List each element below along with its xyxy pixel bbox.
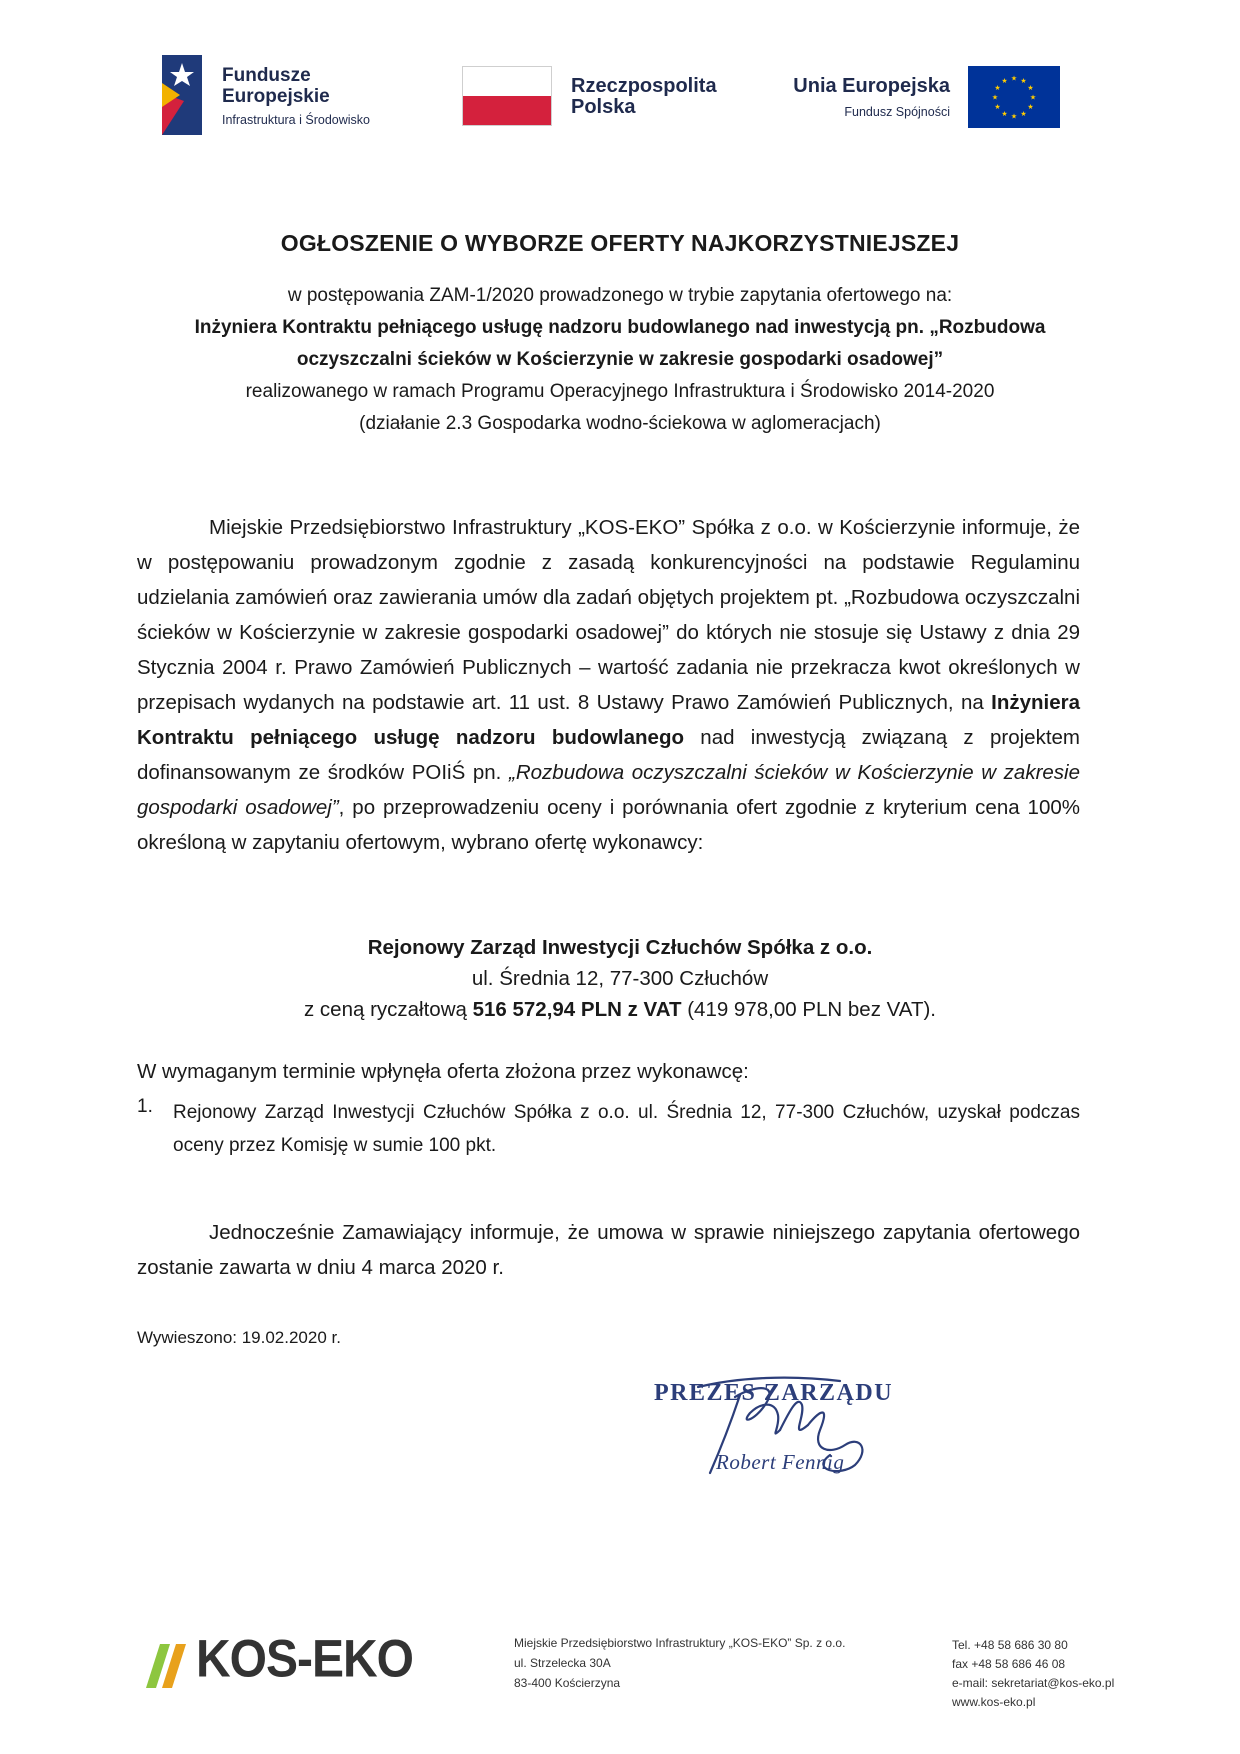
winner-block	[120, 932, 1120, 1025]
winner-price	[120, 994, 1120, 1025]
rp-line1: Rzeczpospolita	[571, 75, 717, 97]
offers-heading: W wymaganym terminie wpłynęła oferta złożona przez wykonawcę:	[137, 1060, 749, 1083]
stamp-name: Robert Fennig	[716, 1450, 845, 1474]
intro-block	[120, 280, 1120, 440]
ue-line1: Unia Europejska	[793, 75, 950, 97]
intro-line1: w postępowania ZAM-1/2020 prowadzonego w trybie zapytania ofertowego na:	[287, 285, 953, 306]
eu-star-icon: ★	[1020, 110, 1027, 118]
intro-line3: oczyszczalni ścieków w Kościerzynie w zakresie gospodarki osadowej”	[296, 349, 944, 370]
eu-star-icon: ★	[1027, 85, 1034, 92]
unia-europejska-label	[760, 75, 950, 119]
footer-company: Miejskie Przedsiębiorstwo Infrastruktury „KOS-EKO” Sp. z o.o.	[514, 1636, 846, 1650]
kos-eko-logo-text: KOS-EKO	[196, 1630, 414, 1689]
footer-fax: fax +48 58 686 46 08	[952, 1657, 1066, 1671]
eu-star-icon: ★	[1001, 110, 1008, 118]
price-suffix: (419 978,00 PLN bez VAT).	[681, 998, 937, 1021]
kos-eko-logo-icon	[138, 1640, 192, 1688]
footer-tel: Tel. +48 58 686 30 80	[952, 1638, 1068, 1652]
rp-line2: Polska	[571, 96, 636, 118]
posted-date: Wywieszono: 19.02.2020 r.	[137, 1328, 341, 1347]
eu-star-icon: ★	[1010, 75, 1018, 83]
price-prefix: z ceną ryczałtową	[303, 998, 473, 1021]
eu-star-icon: ★	[1001, 78, 1008, 86]
intro-line5: (działanie 2.3 Gospodarka wodno-ściekowa w aglomeracjach)	[359, 413, 881, 434]
stamp-title: PREZES ZARZĄDU	[654, 1380, 894, 1406]
price-bold: 516 572,94 PLN z VAT	[472, 998, 682, 1021]
eu-star-icon: ★	[1027, 104, 1034, 111]
eu-star-icon: ★	[1010, 113, 1018, 121]
paragraph1-italic: „Rozbudowa oczyszczalni ścieków w Kościerzynie w zakresie gospodarki osadowej”	[137, 761, 1081, 819]
eu-star-icon: ★	[1029, 94, 1037, 102]
fundusze-europejskie-label	[222, 66, 370, 127]
winner-name: Rejonowy Zarząd Inwestycji Człuchów Spółka z o.o.	[367, 936, 873, 959]
footer-contact	[952, 1636, 1114, 1712]
handwritten-signature	[680, 1355, 910, 1485]
offer-item-number: 1.	[137, 1096, 153, 1117]
eu-flag-icon	[968, 66, 1060, 128]
winner-address: ul. Średnia 12, 77-300 Człuchów	[471, 967, 769, 990]
fundusze-europejskie-logo-icon	[162, 55, 202, 135]
footer-www[interactable]: www.kos-eko.pl	[952, 1695, 1036, 1709]
announcement-paragraph	[137, 510, 1080, 860]
footer-email[interactable]: e-mail: sekretariat@kos-eko.pl	[952, 1676, 1115, 1690]
paragraph1-part1: Miejskie Przedsiębiorstwo Infrastruktury „KOS-EKO” Spółka z o.o. w Kościerzynie informuje, że w postępowaniu prowadzonym zgodnie z zasadą konkurencyjności na podstawie Regulaminu udzielania zamówień oraz zawierania umów dla zadań objętych projektem pt. „Rozbudowa oczyszczalni ścieków w Kościerzynie w zakresie gospodarki osadowej” do których nie stosuje się Ustawy z dnia 29 Stycznia 2004 r. Prawo Zamówień Publicznych – wartość zadania nie przekracza kwot określonych w przepisach wydanych na podstawie art. 11 ust. 8 Ustawy Prawo Zamówień Publicznych, na	[137, 516, 1080, 714]
fe-line2: Europejskie	[222, 86, 330, 107]
intro-line4: realizowanego w ramach Programu Operacyjnego Infrastruktura i Środowisko 2014-2020	[245, 381, 995, 402]
footer-street: ul. Strzelecka 30A	[514, 1656, 611, 1670]
fe-line1: Fundusze	[222, 65, 311, 86]
footer-address	[514, 1633, 845, 1693]
paragraph1-bold: Inżyniera Kontraktu pełniącego usługę nadzoru budowlanego	[137, 691, 1080, 749]
eu-star-icon: ★	[994, 85, 1001, 92]
polish-flag-icon	[462, 66, 552, 126]
contract-date-paragraph: Jednocześnie Zamawiający informuje, że umowa w sprawie niniejszego zapytania ofertowego zostanie zawarta w dniu 4 marca 2020 r.	[137, 1221, 1080, 1279]
eu-star-icon: ★	[991, 94, 999, 102]
page-title: OGŁOSZENIE O WYBORZE OFERTY NAJKORZYSTNIEJSZEJ	[280, 230, 960, 256]
paragraph1-part2: nad inwestycją związaną z projektem dofinansowanym ze środków POIiŚ pn.	[137, 726, 1080, 784]
eu-star-icon: ★	[994, 104, 1001, 111]
paragraph1-part3: , po przeprowadzeniu oceny i porównania ofert zgodnie z kryterium cena 100% określoną w zapytaniu ofertowym, wybrano ofertę wykonawcy:	[137, 796, 1080, 854]
footer-city: 83-400 Kościerzyna	[514, 1676, 621, 1690]
ue-line2: Fundusz Spójności	[844, 105, 950, 119]
eu-star-icon: ★	[1020, 78, 1027, 86]
fe-line3: Infrastruktura i Środowisko	[222, 113, 370, 127]
offer-item-text: Rejonowy Zarząd Inwestycji Człuchów Spółka z o.o. ul. Średnia 12, 77-300 Człuchów, uzyskał podczas oceny przez Komisję w sumie 100 pkt.	[173, 1102, 1080, 1156]
rzeczpospolita-polska-label	[571, 76, 717, 118]
intro-line2: Inżyniera Kontraktu pełniącego usługę nadzoru budowlanego nad inwestycją pn. „Rozbudowa	[194, 317, 1046, 338]
